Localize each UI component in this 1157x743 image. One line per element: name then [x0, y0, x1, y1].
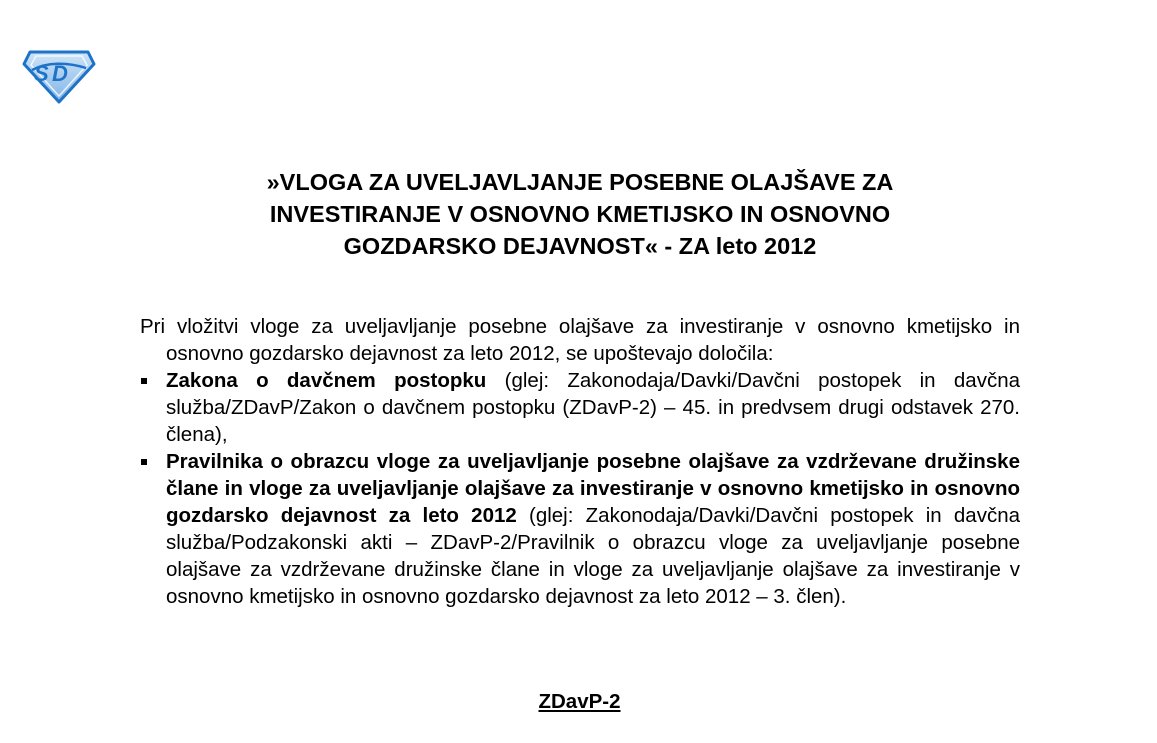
regulation-name: Pravilnika o obrazcu vloge za uveljavljanje posebne olajšave za vzdrževane družinske člane in vloge za uveljavljanje olajšave za investiranje v osnovno kmetijsko in osnovno gozdarsko dejavnost za leto 2012 [166, 450, 1020, 527]
document-title [140, 166, 1020, 262]
square-bullet-icon [140, 448, 150, 475]
list-item [140, 367, 1020, 448]
section-heading [0, 689, 1157, 715]
list-item [140, 448, 1020, 610]
title-line-3: GOZDARSKO DEJAVNOST« - ZA leto 2012 [343, 233, 817, 259]
title-line-2: INVESTIRANJE V OSNOVNO KMETIJSKO IN OSNOVNO [269, 201, 891, 227]
document-body [140, 313, 1020, 610]
title-line-1: »VLOGA ZA UVELJAVLJANJE POSEBNE OLAJŠAVE ZA [266, 169, 894, 195]
square-bullet-icon [140, 367, 150, 394]
section-heading-text: ZDavP-2 [538, 690, 621, 713]
intro-paragraph: Pri vložitvi vloge za uveljavljanje posebne olajšave za investiranje v osnovno kmetijsko in osnovno gozdarsko dejavnost za leto 2012, se upoštevajo določila: [140, 315, 1020, 365]
sd-shield-logo-icon [22, 48, 96, 104]
law-name: Zakona o davčnem postopku [166, 369, 487, 392]
list-item-text: (glej: Zakonodaja/Davki/Davčni postopek in davčna služba/Podzakonski akti – ZDavP-2/Pravilnik o obrazcu vloge za uveljavljanje posebne olajšave za vzdrževane družinske člane in vloge za uveljavljanje olajšave za investiranje v osnovno kmetijsko in osnovno gozdarsko dejavnost za leto 2012 – 3. člen). [166, 504, 1020, 608]
provisions-list [140, 367, 1020, 610]
list-item-text: (glej: Zakonodaja/Davki/Davčni postopek in davčna služba/ZDavP/Zakon o davčnem postopku (ZDavP-2) – 45. in predvsem drugi odstavek 270. člena), [166, 369, 1020, 446]
svg-text:D: D [52, 61, 68, 86]
svg-text:S: S [34, 61, 49, 86]
